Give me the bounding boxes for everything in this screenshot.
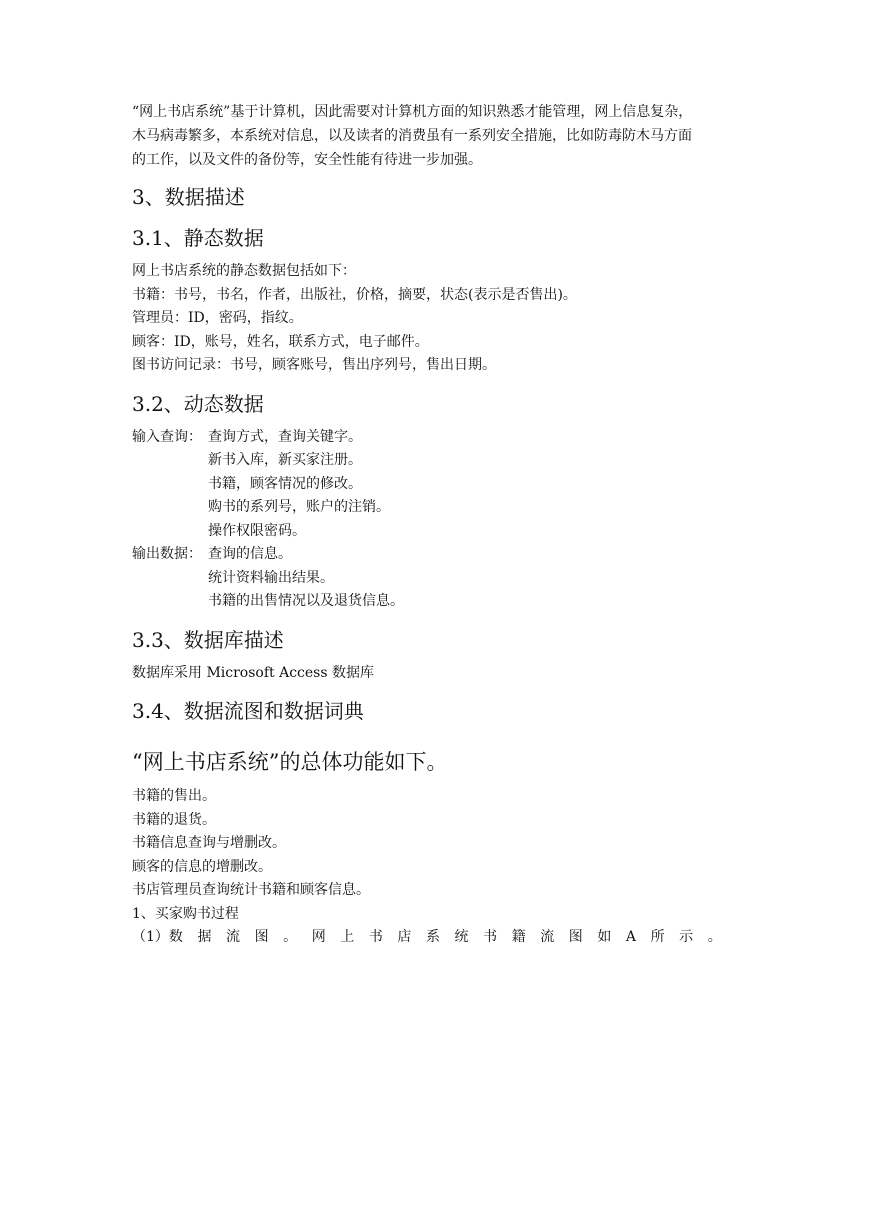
output-data-label: 输出数据： [132,546,202,562]
flow-line-char: 书 [483,929,498,945]
flow-line-char: 流 [226,929,241,945]
function-item: 1、买家购书过程 [132,905,239,922]
function-item: 书籍信息查询与增删改。 [132,835,286,851]
function-item: 书籍的退货。 [132,811,216,828]
flow-line-char: 图 [568,929,583,945]
overall-function-heading: “网上书店系统”的总体功能如下。 [132,750,448,774]
input-query-item: 新书入库，新买家注册。 [208,452,362,468]
flow-line-char: 店 [397,929,412,945]
data-flow-diagram-line [132,926,722,950]
flow-line-char: 书 [368,929,383,945]
input-query-row [132,426,752,450]
static-data-line: 图书访问记录：书号，顾客账号，售出序列号，售出日期。 [132,357,496,373]
section-3-2-heading: 3.2、动态数据 [132,391,264,416]
input-query-item: 操作权限密码。 [208,522,306,539]
flow-line-char: 流 [540,929,555,945]
flow-line-char: （1）数 [132,929,183,945]
input-query-item: 查询方式，查询关键字。 [208,428,362,445]
output-data-item: 统计资料输出结果。 [208,569,334,586]
static-data-line: 顾客：ID，账号，姓名，联系方式，电子邮件。 [132,333,429,350]
database-description-text: 数据库采用 Microsoft Access 数据库 [132,664,374,681]
section-3-4-heading: 3.4、数据流图和数据词典 [132,699,364,723]
flow-line-char: A [625,929,637,945]
flow-line-char: 网 [311,929,326,945]
input-query-item: 购书的系列号，账户的注销。 [208,499,390,515]
intro-line: “网上书店系统”基于计算机，因此需要对计算机方面的知识熟悉才能管理，网上信息复杂， [132,104,693,120]
output-data-item: 查询的信息。 [208,546,292,562]
section-3-1-heading: 3.1、静态数据 [132,226,264,250]
flow-line-char: 据 [197,929,212,945]
database-description [132,662,752,686]
flow-line-char: 图 [254,929,269,945]
function-list [132,785,752,950]
document-content [132,100,752,950]
flow-line-char: 系 [425,929,440,945]
static-data-line: 管理员：ID，密码，指纹。 [132,310,303,326]
intro-line: 木马病毒繁多，本系统对信息，以及读者的消费虽有一系列安全措施，比如防毒防木马方面 [132,128,692,144]
input-query-label: 输入查询： [132,428,202,445]
flow-line-char: 所 [650,929,665,945]
flow-line-char: 。 [283,929,298,945]
flow-line-char: 如 [597,929,612,945]
intro-paragraph [132,100,752,172]
flow-line-char: 统 [454,929,469,945]
function-item: 书店管理员查询统计书籍和顾客信息。 [132,882,370,898]
output-data-item: 书籍的出售情况以及退货信息。 [208,593,404,609]
dynamic-data-list [132,426,752,614]
static-data-list [132,260,752,378]
flow-line-char: 上 [340,929,355,945]
intro-line: 的工作，以及文件的备份等，安全性能有待进一步加强。 [132,152,482,168]
static-data-line: 书籍：书号，书名，作者，出版社，价格，摘要，状态(表示是否售出)。 [132,286,577,303]
section-3-heading: 3、数据描述 [132,185,245,209]
flow-line-char: 籍 [511,929,526,945]
function-item: 顾客的信息的增删改。 [132,858,272,875]
static-data-line: 网上书店系统的静态数据包括如下： [132,263,356,279]
flow-line-char: 示 [679,929,694,945]
output-data-row [132,543,752,567]
section-3-3-heading: 3.3、数据库描述 [132,627,284,652]
function-item: 书籍的售出。 [132,788,216,804]
input-query-item: 书籍，顾客情况的修改。 [208,475,362,492]
flow-line-char: 。 [707,929,722,945]
